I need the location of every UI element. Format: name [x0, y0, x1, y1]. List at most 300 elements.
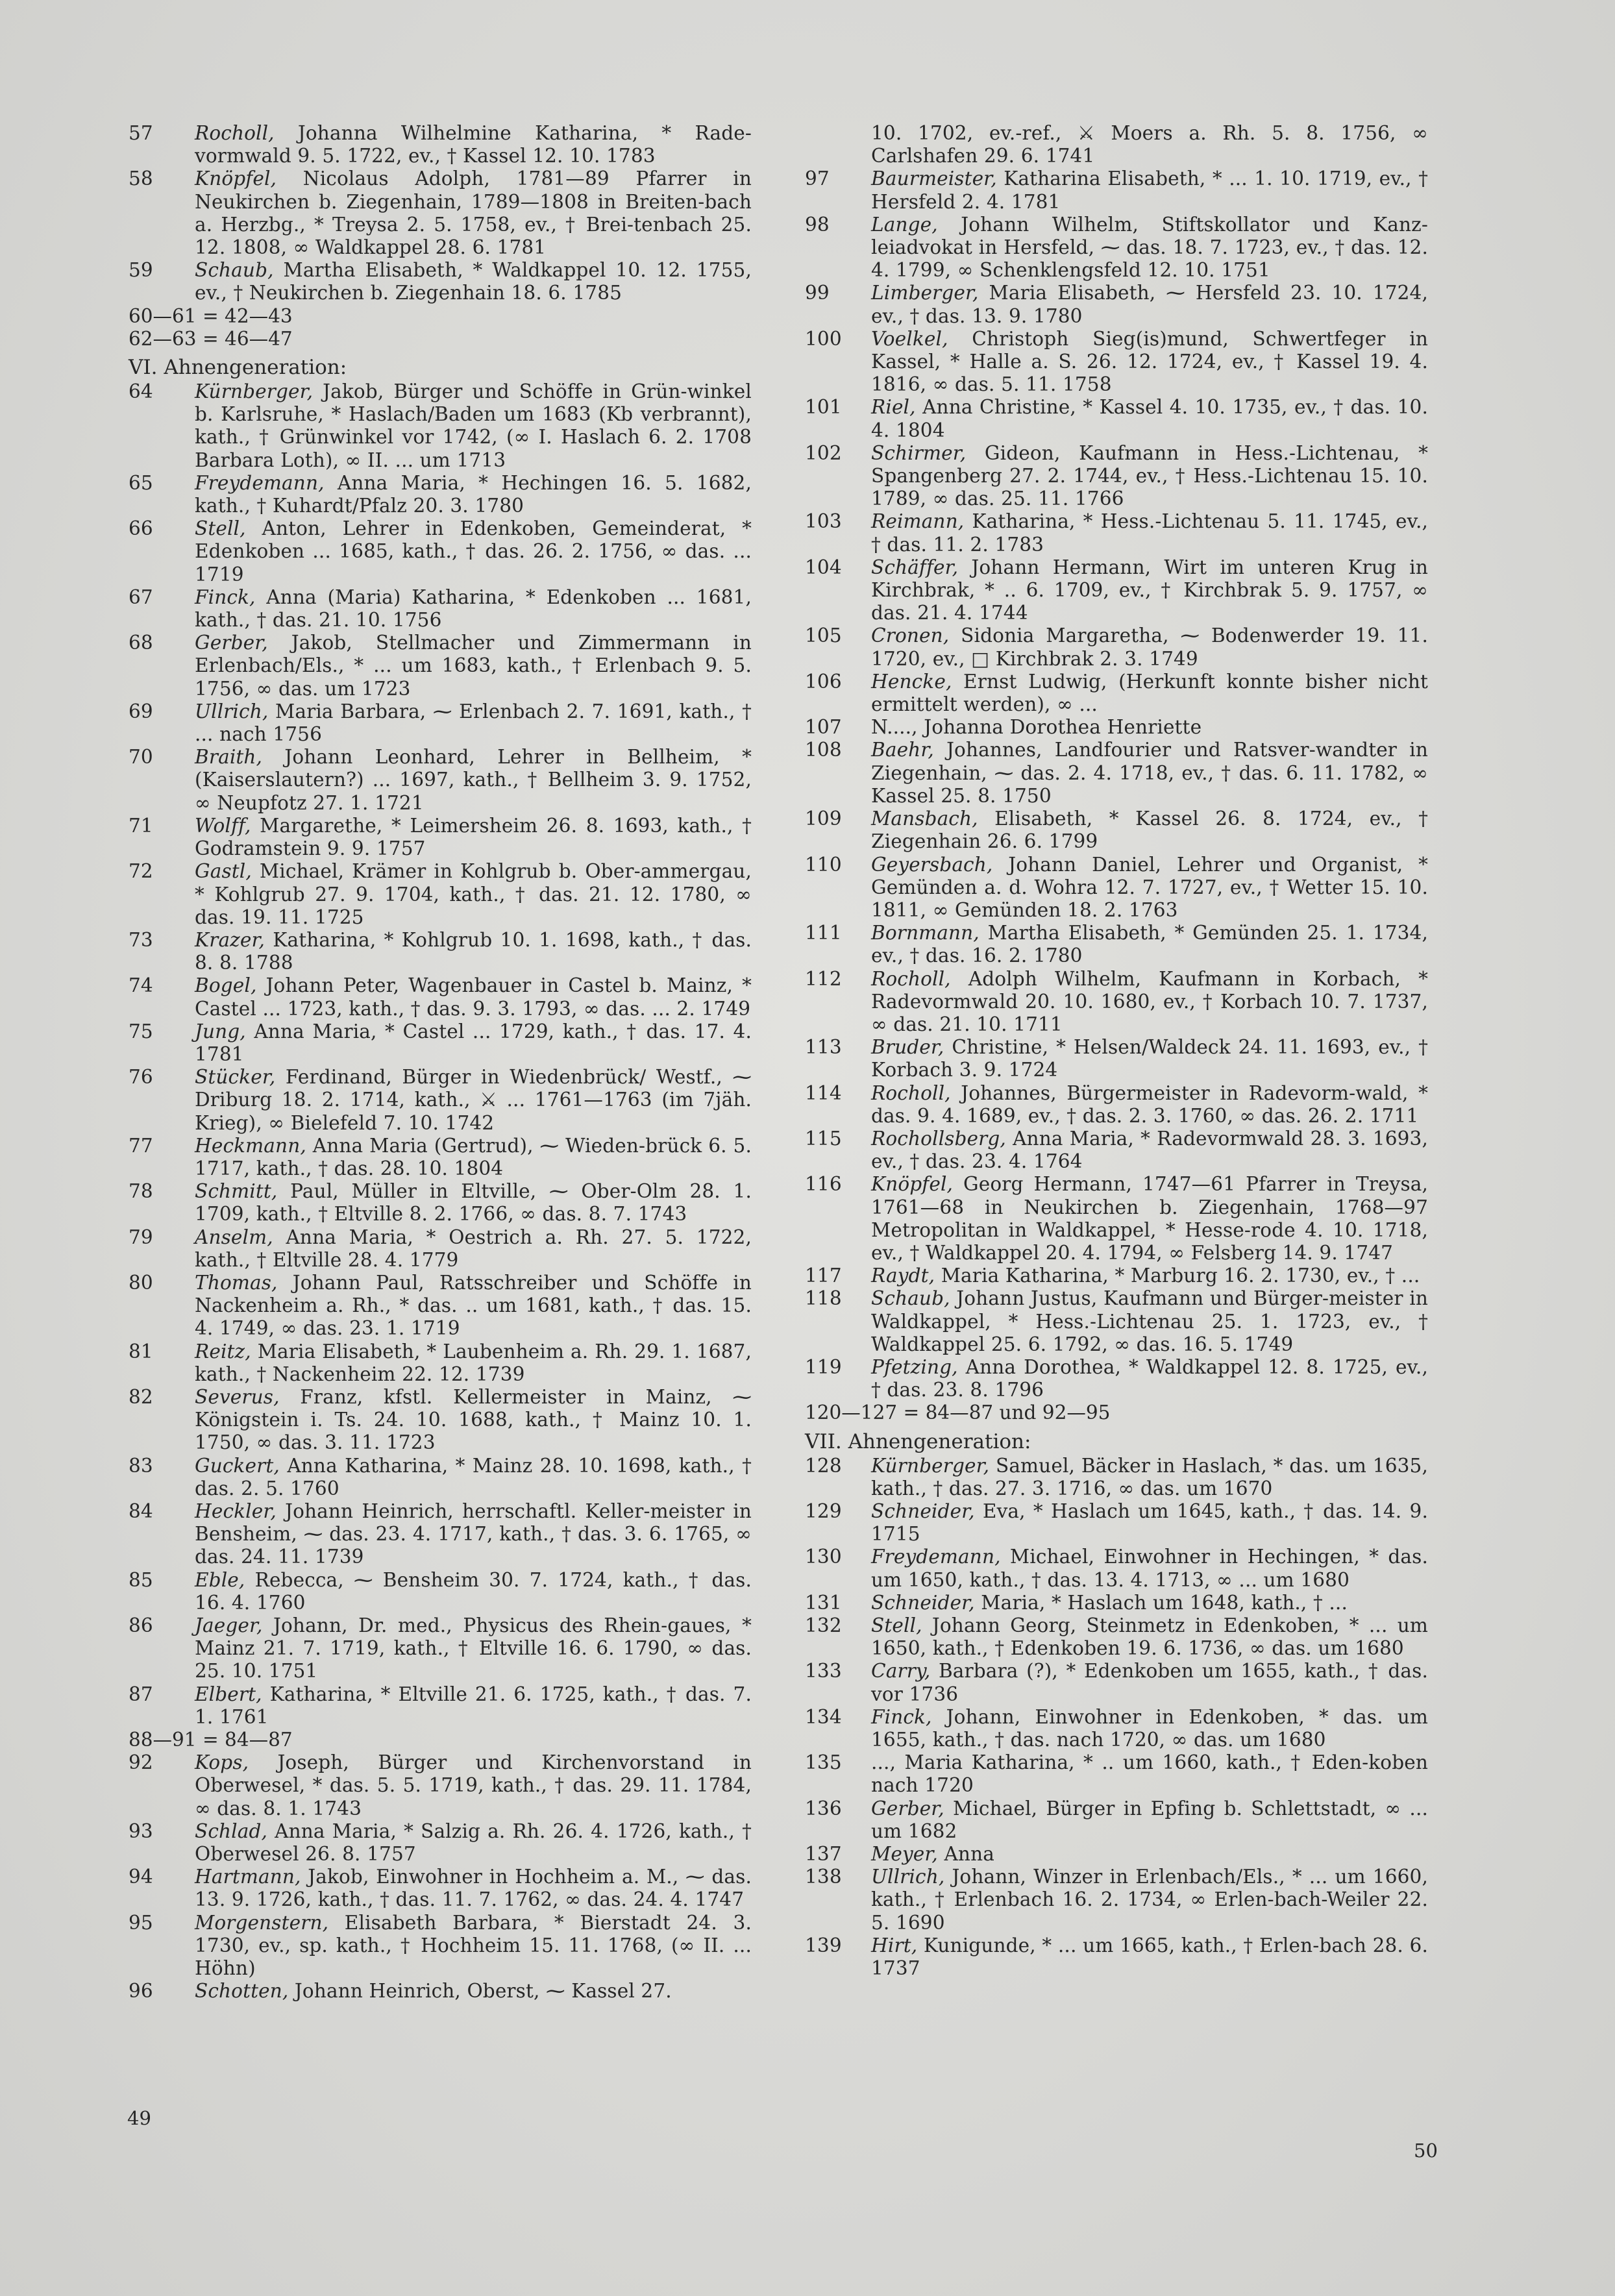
ancestor-text	[871, 1265, 1428, 1287]
cross-reference-line: 60—61 = 42—43	[129, 304, 293, 327]
ancestor-entry	[129, 167, 752, 259]
ancestor-text	[195, 472, 752, 517]
ancestor-surname: Heckmann,	[195, 1134, 306, 1157]
ancestor-entry	[805, 1173, 1428, 1265]
ancestor-surname: Stell,	[195, 517, 246, 540]
ancestor-number: 136	[805, 1797, 842, 1820]
ancestor-text	[871, 1592, 1428, 1614]
ancestor-entry	[805, 556, 1428, 625]
ancestor-details: Katharina, * Kohlgrub 10. 1. 1698, kath., † das. 8. 8. 1788	[195, 928, 752, 974]
ancestor-details: Johann Daniel, Lehrer und Organist, * Gemünden a. d. Wohra 12. 7. 1727, ev., † Wetter 15. 10. 1811, ∞ Gemünden 18. 2. 1763	[871, 853, 1428, 921]
ancestor-text	[871, 1614, 1428, 1660]
ancestor-details: Anna Maria, * Radevormwald 28. 3. 1693, ev., † das. 23. 4. 1764	[871, 1127, 1428, 1173]
ancestor-entry	[805, 1934, 1428, 1980]
ancestor-text	[195, 632, 752, 700]
ancestor-surname: Reitz,	[195, 1340, 251, 1363]
ancestor-text	[871, 167, 1428, 213]
ancestor-surname: Carry,	[871, 1660, 931, 1683]
ancestor-entry	[805, 1614, 1428, 1660]
ancestor-surname: Guckert,	[195, 1454, 280, 1477]
ancestor-entry	[129, 1912, 752, 1981]
ancestor-entry	[805, 854, 1428, 922]
ancestor-number: 82	[129, 1385, 153, 1408]
ancestor-text	[195, 1386, 752, 1455]
ancestor-number: 75	[129, 1020, 153, 1043]
ancestor-entry	[805, 510, 1428, 556]
ancestor-surname: Krazer,	[195, 928, 265, 951]
generation-heading: VII. Ahnengeneration:	[805, 1429, 1031, 1453]
ancestor-entry	[805, 396, 1428, 441]
ancestor-text	[871, 1706, 1428, 1751]
ancestor-text	[195, 929, 752, 974]
ancestor-details: Ferdinand, Bürger in Wiedenbrück/ Westf., ⁓ Driburg 18. 2. 1714, kath., ⚔ ... 1761—1763 (im 7jäh. Krieg), ∞ Bielefeld 7. 10. 1742	[195, 1066, 752, 1134]
ancestor-text	[195, 1569, 752, 1614]
ancestor-text	[195, 1500, 752, 1569]
ancestor-entry	[129, 1180, 752, 1226]
ancestor-entry	[805, 671, 1428, 716]
ancestor-number: 92	[129, 1751, 153, 1774]
ancestor-entry	[129, 1820, 752, 1866]
ancestor-surname: Baehr,	[871, 739, 934, 761]
ancestor-number: 114	[805, 1081, 842, 1104]
ancestor-number: 111	[805, 922, 842, 944]
ancestor-details: Anna Maria, * Hechingen 16. 5. 1682, kath., † Kuhardt/Pfalz 20. 3. 1780	[195, 471, 752, 517]
ancestor-text	[871, 922, 1428, 967]
ancestor-entry	[805, 1455, 1428, 1500]
ancestor-surname: Bruder,	[871, 1036, 944, 1059]
ancestor-surname: Schirmer,	[871, 441, 967, 464]
ancestor-surname: Knöpfel,	[871, 1173, 954, 1196]
ancestor-entry	[129, 1751, 752, 1820]
ancestor-entry	[805, 282, 1428, 327]
ancestor-number: 99	[805, 282, 830, 304]
ancestor-details: Anna Katharina, * Mainz 28. 10. 1698, kath., † das. 2. 5. 1760	[195, 1454, 752, 1500]
ancestor-details: Anton, Lehrer in Edenkoben, Gemeinderat, * Edenkoben ... 1685, kath., † das. 26. 2. 1756, ∞ das. ... 1719	[195, 517, 752, 586]
ancestor-details: Rebecca, ⁓ Bensheim 30. 7. 1724, kath., † das. 16. 4. 1760	[195, 1568, 752, 1614]
ancestor-text	[871, 1797, 1428, 1843]
ancestor-details: Maria Elisabeth, ⁓ Hersfeld 23. 10. 1724, ev., † das. 13. 9. 1780	[871, 282, 1428, 327]
ancestor-surname: Anselm,	[195, 1226, 273, 1248]
ancestor-entry	[129, 1455, 752, 1500]
ancestor-entry	[129, 700, 752, 746]
ancestor-details: Johann Wilhelm, Stiftskollator und Kanz-leiadvokat in Hersfeld, ⁓ das. 18. 7. 1723, ev., † das. 12. 4. 1799, ∞ Schenklengsfeld 12. 10. 1751	[871, 213, 1428, 282]
ancestor-surname: Schneider,	[871, 1500, 975, 1522]
ancestor-entry	[805, 1356, 1428, 1401]
ancestor-number: 84	[129, 1500, 153, 1522]
ancestor-number: 73	[129, 928, 153, 951]
ancestor-text	[195, 860, 752, 929]
ancestor-entry	[805, 1751, 1428, 1797]
ancestor-number: 130	[805, 1546, 842, 1568]
ancestor-number: 83	[129, 1454, 153, 1477]
ancestor-entry	[129, 929, 752, 974]
ancestor-surname: Jung,	[195, 1020, 246, 1043]
ancestor-entry	[805, 968, 1428, 1037]
ancestor-surname: Bornmann,	[871, 922, 980, 944]
ancestor-surname: Wolff,	[195, 814, 251, 837]
ancestor-entry	[805, 1265, 1428, 1287]
ancestor-text	[871, 716, 1428, 739]
ancestor-entry	[805, 1082, 1428, 1128]
ancestor-surname: Freydemann,	[195, 471, 325, 494]
ancestor-surname: Knöpfel,	[195, 167, 277, 190]
ancestor-entry	[129, 1614, 752, 1683]
ancestor-surname: Rocholl,	[871, 967, 951, 990]
ancestor-surname: Cronen,	[871, 624, 950, 647]
ancestor-details: Margarethe, * Leimersheim 26. 8. 1693, kath., † Godramstein 9. 9. 1757	[195, 814, 752, 860]
ancestor-text	[871, 1287, 1428, 1356]
ancestor-entry	[805, 167, 1428, 213]
ancestor-details: Maria, * Haslach um 1648, kath., † ...	[974, 1591, 1348, 1614]
ancestor-surname: Stücker,	[195, 1066, 276, 1089]
ancestor-number: 112	[805, 967, 842, 990]
ancestor-details: Johann Paul, Ratsschreiber und Schöffe in Nackenheim a. Rh., * das. .. um 1681, kath., † das. 15. 4. 1749, ∞ das. 23. 1. 1719	[195, 1271, 752, 1340]
ancestor-number: 129	[805, 1500, 842, 1522]
ancestor-number: 119	[805, 1355, 842, 1378]
ancestor-entry	[805, 122, 1428, 167]
ancestor-text	[871, 968, 1428, 1037]
ancestor-text	[195, 1272, 752, 1340]
ancestor-number: 68	[129, 632, 153, 654]
ancestor-text	[871, 328, 1428, 397]
ancestor-text	[195, 746, 752, 815]
ancestor-surname: Schneider,	[871, 1591, 975, 1614]
ancestor-text	[871, 1036, 1428, 1081]
ancestor-entry	[129, 632, 752, 700]
ancestor-details: Anna Maria, * Castel ... 1729, kath., † das. 17. 4. 1781	[195, 1020, 752, 1065]
ancestor-entry	[805, 1797, 1428, 1843]
ancestor-details: Anna Dorothea, * Waldkappel 12. 8. 1725, ev., † das. 23. 8. 1796	[871, 1355, 1428, 1401]
ancestor-details: Johann Justus, Kaufmann und Bürger-meister in Waldkappel, * Hess.-Lichtenau 25. 1. 1723, ev., † Waldkappel 25. 6. 1792, ∞ das. 16. 5. 1749	[871, 1287, 1428, 1355]
ancestor-number: 108	[805, 739, 842, 761]
ancestor-number: 103	[805, 510, 842, 533]
ancestor-entry	[805, 808, 1428, 853]
ancestor-entry	[805, 1546, 1428, 1591]
ancestor-details: Franz, kfstl. Kellermeister in Mainz, ⁓ Königstein i. Ts. 24. 10. 1688, kath., † Mainz 10. 1. 1750, ∞ das. 3. 11. 1723	[195, 1385, 752, 1454]
ancestor-text	[195, 259, 752, 304]
ancestor-entry	[129, 517, 752, 586]
ancestor-details: Johann Leonhard, Lehrer in Bellheim, * (Kaiserslautern?) ... 1697, kath., † Bellheim 3. 9. 1752, ∞ Neupfotz 27. 1. 1721	[195, 746, 752, 814]
ancestor-number: 70	[129, 746, 153, 769]
ancestor-surname: Stell,	[871, 1614, 922, 1636]
ancestor-entry	[129, 586, 752, 632]
ancestor-text	[195, 1020, 752, 1066]
ancestor-text	[871, 1500, 1428, 1546]
ancestor-text	[871, 739, 1428, 808]
ancestor-number: 101	[805, 396, 842, 419]
ancestor-details: Barbara (?), * Edenkoben um 1655, kath., † das. vor 1736	[871, 1660, 1428, 1705]
ancestor-surname: Finck,	[195, 586, 256, 608]
ancestor-number: 106	[805, 670, 842, 693]
ancestor-entry	[129, 974, 752, 1020]
ancestor-text	[871, 1866, 1428, 1934]
ancestor-surname: Raydt,	[871, 1265, 935, 1287]
ancestor-surname: Pfetzing,	[871, 1355, 958, 1378]
ancestor-number: 135	[805, 1751, 842, 1774]
ancestor-number: 138	[805, 1866, 842, 1888]
ancestor-text	[871, 1455, 1428, 1500]
ancestor-text	[871, 510, 1428, 556]
ancestor-entry	[805, 624, 1428, 670]
ancestor-entry	[129, 1226, 752, 1272]
ancestor-text	[871, 556, 1428, 625]
ancestor-details: Jakob, Stellmacher und Zimmermann in Erlenbach/Els., * ... um 1683, kath., † Erlenbach 9. 5. 1756, ∞ das. um 1723	[195, 632, 752, 700]
ancestor-surname: Hartmann,	[195, 1866, 301, 1888]
ancestor-entry	[805, 922, 1428, 967]
ancestor-surname: Jaeger,	[195, 1614, 263, 1636]
ancestor-entry	[129, 1683, 752, 1729]
cross-reference-line: 88—91 = 84—87	[129, 1729, 293, 1751]
ancestor-number: 132	[805, 1614, 842, 1636]
ancestor-entry	[805, 1500, 1428, 1546]
ancestor-entry	[129, 1569, 752, 1614]
ancestor-details: Anna (Maria) Katharina, * Edenkoben ... 1681, kath., † das. 21. 10. 1756	[195, 586, 752, 632]
ancestor-entry	[129, 860, 752, 929]
ancestor-number: 72	[129, 860, 153, 883]
ancestor-number: 98	[805, 213, 830, 236]
ancestor-number: 95	[129, 1911, 153, 1934]
ancestor-surname: Finck,	[871, 1705, 932, 1728]
ancestor-surname: Schaub,	[871, 1287, 950, 1310]
ancestor-number: 115	[805, 1127, 842, 1150]
ancestor-entry	[129, 472, 752, 517]
ancestor-surname: Mansbach,	[871, 808, 978, 830]
left-column	[129, 122, 752, 2003]
ancestor-surname: Kürnberger,	[871, 1454, 990, 1477]
ancestor-details: Georg Hermann, 1747—61 Pfarrer in Treysa, 1761—68 in Neukirchen b. Ziegenhain, 1768—97 Metropolitan in Waldkappel, * Hesse-rode 4. 10. 1718, ev., † Waldkappel 20. 4. 1794, ∞ Felsberg 14. 9. 1747	[871, 1173, 1428, 1264]
ancestor-text	[195, 1455, 752, 1500]
ancestor-surname: Elbert,	[195, 1683, 262, 1705]
ancestor-number: 97	[805, 167, 830, 190]
ancestor-details: Maria Barbara, ⁓ Erlenbach 2. 7. 1691, kath., † ... nach 1756	[195, 700, 752, 746]
ancestor-surname: Hirt,	[871, 1934, 918, 1957]
ancestor-entry	[129, 815, 752, 860]
ancestor-entry	[129, 1340, 752, 1386]
ancestor-entry	[805, 442, 1428, 511]
ancestor-details: Michael, Bürger in Epfing b. Schlettstadt, ∞ ... um 1682	[871, 1797, 1428, 1842]
ancestor-surname: Rocholl,	[871, 1081, 951, 1104]
ancestor-surname: Freydemann,	[871, 1546, 1001, 1568]
ancestor-text	[871, 1356, 1428, 1401]
ancestor-details: Adolph Wilhelm, Kaufmann in Korbach, * Radevormwald 20. 10. 1680, ev., † Korbach 10. 7. 1737, ∞ das. 21. 10. 1711	[871, 967, 1428, 1035]
ancestor-details: Michael, Krämer in Kohlgrub b. Ober-ammergau, * Kohlgrub 27. 9. 1704, kath., † das. 21. 12. 1780, ∞ das. 19. 11. 1725	[195, 860, 752, 928]
ancestor-surname: Voelkel,	[871, 327, 948, 350]
ancestor-number: 59	[129, 259, 153, 282]
ancestor-entry	[805, 1866, 1428, 1934]
ancestor-surname: Hencke,	[871, 670, 952, 693]
ancestor-entry	[129, 1066, 752, 1135]
ancestor-details: Kunigunde, * ... um 1665, kath., † Erlen-bach 28. 6. 1737	[871, 1934, 1428, 1980]
ancestor-details: Ernst Ludwig, (Herkunft konnte bisher nicht ermittelt werden), ∞ ...	[871, 670, 1428, 716]
ancestor-surname: Schaub,	[195, 259, 274, 282]
ancestor-text	[195, 974, 752, 1020]
ancestor-details: Johanna Wilhelmine Katharina, * Rade-vormwald 9. 5. 1722, ev., † Kassel 12. 10. 1783	[195, 122, 752, 167]
ancestor-number: 77	[129, 1134, 153, 1157]
ancestor-entry	[805, 1128, 1428, 1173]
ancestor-details: Anna Maria, * Oestrich a. Rh. 27. 5. 1722, kath., † Eltville 28. 4. 1779	[195, 1226, 752, 1271]
ancestor-text	[195, 1340, 752, 1386]
ancestor-details: Anna Maria, * Salzig a. Rh. 26. 4. 1726, kath., † Oberwesel 26. 8. 1757	[195, 1820, 752, 1866]
ancestor-details: Johannes, Bürgermeister in Radevorm-wald, * das. 9. 4. 1689, ev., † das. 2. 3. 1760, ∞ das. 26. 2. 1711	[871, 1081, 1428, 1127]
ancestor-details: Anna	[937, 1843, 994, 1866]
ancestor-text	[195, 1614, 752, 1683]
ancestor-text	[195, 1912, 752, 1981]
ancestor-number: 85	[129, 1568, 153, 1591]
ancestor-number: 66	[129, 517, 153, 540]
ancestor-surname: Severus,	[195, 1385, 280, 1408]
ancestor-surname: Limberger,	[871, 282, 979, 304]
cross-reference-line: 120—127 = 84—87 und 92—95	[805, 1401, 1111, 1424]
ancestor-number: 86	[129, 1614, 153, 1636]
ancestor-details: Joseph, Bürger und Kirchenvorstand in Oberwesel, * das. 5. 5. 1719, kath., † das. 29. 11. 1784, ∞ das. 8. 1. 1743	[195, 1751, 752, 1820]
ancestor-number: 69	[129, 700, 153, 722]
ancestor-details: Gideon, Kaufmann in Hess.-Lichtenau, * Spangenberg 27. 2. 1744, ev., † Hess.-Lichtenau 15. 10. 1789, ∞ das. 25. 11. 1766	[871, 441, 1428, 510]
ancestor-text	[871, 624, 1428, 670]
ancestor-entry	[805, 1660, 1428, 1705]
ancestor-number: 58	[129, 167, 153, 190]
cross-reference-line: 62—63 = 46—47	[129, 327, 293, 350]
ancestor-details: Johann, Dr. med., Physicus des Rhein-gaues, * Mainz 21. 7. 1719, kath., † Eltville 16. 6. 1790, ∞ das. 25. 10. 1751	[195, 1614, 752, 1683]
ancestor-number: 93	[129, 1820, 153, 1842]
ancestor-text	[195, 700, 752, 746]
ancestor-surname: Lange,	[871, 213, 938, 236]
ancestor-number	[805, 122, 871, 167]
ancestor-details: Katharina, * Eltville 21. 6. 1725, kath., † das. 7. 1. 1761	[195, 1683, 752, 1728]
ancestor-entry	[129, 1135, 752, 1180]
ancestor-text	[871, 854, 1428, 922]
ancestor-surname: Braith,	[195, 746, 263, 769]
ancestor-number: 113	[805, 1036, 842, 1059]
ancestor-details: Johann, Winzer in Erlenbach/Els., * ... um 1660, kath., † Erlenbach 16. 2. 1734, ∞ Erlen-bach-Weiler 22. 5. 1690	[871, 1866, 1428, 1934]
ancestor-details: Christine, * Helsen/Waldeck 24. 11. 1693, ev., † Korbach 3. 9. 1724	[871, 1036, 1428, 1081]
ancestor-entry	[129, 380, 752, 472]
ancestor-text	[195, 167, 752, 259]
ancestor-text	[195, 586, 752, 632]
ancestor-entry	[129, 1500, 752, 1569]
ancestor-details: Johann Georg, Steinmetz in Edenkoben, * ... um 1650, kath., † Edenkoben 19. 6. 1736, ∞ das. um 1680	[871, 1614, 1428, 1660]
ancestor-entry	[129, 1386, 752, 1455]
ancestor-text	[195, 1226, 752, 1272]
ancestor-surname: Ullrich,	[871, 1866, 945, 1888]
right-column	[805, 122, 1428, 1980]
ancestor-number: 87	[129, 1683, 153, 1705]
page-number-left: 49	[127, 2107, 151, 2129]
ancestor-number: 134	[805, 1705, 842, 1728]
ancestor-text	[871, 808, 1428, 853]
ancestor-details: Christoph Sieg(is)mund, Schwertfeger in Kassel, * Halle a. S. 26. 12. 1724, ev., † Kassel 19. 4. 1816, ∞ das. 5. 11. 1758	[871, 327, 1428, 396]
ancestor-text	[195, 1980, 752, 2003]
ancestor-number: 128	[805, 1454, 842, 1477]
ancestor-entry	[129, 746, 752, 815]
ancestor-number: 96	[129, 1980, 153, 2003]
ancestor-surname: Schlad,	[195, 1820, 268, 1842]
ancestor-surname: Riel,	[871, 396, 916, 419]
ancestor-number: 71	[129, 814, 153, 837]
ancestor-text	[195, 1866, 752, 1911]
ancestor-number: 105	[805, 624, 842, 647]
ancestor-details: Johann, Einwohner in Edenkoben, * das. um 1655, kath., † das. nach 1720, ∞ das. um 1680	[871, 1705, 1428, 1751]
ancestor-text	[195, 380, 752, 472]
ancestor-details: Jakob, Bürger und Schöffe in Grün-winkel b. Karlsruhe, * Haslach/Baden um 1683 (Kb verbrannt), kath., † Grünwinkel vor 1742, (∞ I. Haslach 6. 2. 1708 Barbara Loth), ∞ II. ... um 1713	[195, 380, 752, 471]
ancestor-surname: Kürnberger,	[195, 380, 314, 403]
ancestor-surname: Rochollsberg,	[871, 1127, 1006, 1150]
ancestor-surname: Reimann,	[871, 510, 965, 533]
ancestor-entry	[129, 122, 752, 167]
ancestor-surname: Eble,	[195, 1568, 245, 1591]
ancestor-surname: Rocholl,	[195, 122, 275, 144]
ancestor-text	[871, 442, 1428, 511]
ancestor-entry	[129, 1272, 752, 1340]
ancestor-number: 76	[129, 1066, 153, 1089]
ancestor-surname: Thomas,	[195, 1271, 278, 1294]
ancestor-details: Johann Heinrich, herrschaftl. Keller-meister in Bensheim, ⁓ das. 23. 4. 1717, kath., † das. 3. 6. 1765, ∞ das. 24. 11. 1739	[195, 1500, 752, 1568]
ancestor-surname: Schotten,	[195, 1980, 289, 2003]
ancestor-details: Nicolaus Adolph, 1781—89 Pfarrer in Neukirchen b. Ziegenhain, 1789—1808 in Breiten-bach a. Herzbg., * Treysa 2. 5. 1758, ev., † Brei-tenbach 25. 12. 1808, ∞ Waldkappel 28. 6. 1781	[195, 167, 752, 259]
ancestor-details: Martha Elisabeth, * Waldkappel 10. 12. 1755, ev., † Neukirchen b. Ziegenhain 18. 6. 1785	[195, 259, 752, 304]
ancestor-surname: Kops,	[195, 1751, 249, 1774]
ancestor-text	[195, 1135, 752, 1180]
ancestor-text	[871, 1128, 1428, 1173]
ancestor-surname: Gerber,	[871, 1797, 944, 1820]
ancestor-number: 109	[805, 808, 842, 830]
ancestor-text	[195, 815, 752, 860]
ancestor-surname: Morgenstern,	[195, 1911, 329, 1934]
ancestor-text	[195, 1820, 752, 1866]
ancestor-details: Anna Christine, * Kassel 4. 10. 1735, ev., † das. 10. 4. 1804	[871, 396, 1428, 441]
ancestor-details: Elisabeth Barbara, * Bierstadt 24. 3. 1730, ev., sp. kath., † Hochheim 15. 11. 1768, (∞ II. ... Höhn)	[195, 1911, 752, 1980]
ancestor-number: 117	[805, 1265, 842, 1287]
ancestor-surname: Schmitt,	[195, 1180, 278, 1203]
ancestor-number: 116	[805, 1173, 842, 1196]
ancestor-text	[871, 1751, 1428, 1797]
ancestor-details: Jakob, Einwohner in Hochheim a. M., ⁓ das. 13. 9. 1726, kath., † das. 11. 7. 1762, ∞ das. 24. 4. 1747	[195, 1866, 752, 1911]
ancestor-number: 81	[129, 1340, 153, 1363]
ancestor-entry	[805, 1592, 1428, 1614]
ancestor-number: 131	[805, 1591, 842, 1614]
ancestor-text	[195, 1066, 752, 1135]
ancestor-surname: Meyer,	[871, 1843, 938, 1866]
ancestor-number: 57	[129, 122, 153, 144]
ancestor-number: 64	[129, 380, 153, 403]
ancestor-entry	[805, 214, 1428, 282]
ancestor-number: 104	[805, 556, 842, 578]
ancestor-details: N...., Johanna Dorothea Henriette	[871, 716, 1202, 739]
ancestor-number: 100	[805, 327, 842, 350]
ancestor-number: 133	[805, 1660, 842, 1683]
ancestor-number: 74	[129, 974, 153, 997]
ancestor-entry	[805, 1706, 1428, 1751]
ancestor-text	[195, 1683, 752, 1729]
ancestor-entry	[129, 1020, 752, 1066]
ancestor-text	[195, 1751, 752, 1820]
ancestor-surname: Heckler,	[195, 1500, 277, 1522]
ancestor-details: Eva, * Haslach um 1645, kath., † das. 14. 9. 1715	[871, 1500, 1428, 1546]
ancestor-details: Maria Katharina, * Marburg 16. 2. 1730, ev., † ...	[935, 1265, 1420, 1287]
ancestor-details: Maria Elisabeth, * Laubenheim a. Rh. 29. 1. 1687, kath., † Nackenheim 22. 12. 1739	[195, 1340, 752, 1385]
ancestor-details: Martha Elisabeth, * Gemünden 25. 1. 1734, ev., † das. 16. 2. 1780	[871, 922, 1428, 967]
ancestor-entry	[805, 1843, 1428, 1866]
ancestor-text	[871, 1934, 1428, 1980]
ancestor-entry	[805, 739, 1428, 808]
ancestor-number: 65	[129, 471, 153, 494]
ancestor-entry	[805, 716, 1428, 739]
ancestor-details: Michael, Einwohner in Hechingen, * das. um 1650, kath., † das. 13. 4. 1713, ∞ ... um 1680	[871, 1546, 1428, 1591]
ancestor-number: 94	[129, 1866, 153, 1888]
ancestor-details: Katharina, * Hess.-Lichtenau 5. 11. 1745, ev., † das. 11. 2. 1783	[871, 510, 1428, 556]
ancestor-number: 137	[805, 1843, 842, 1866]
ancestor-entry	[805, 1287, 1428, 1356]
ancestor-entry	[129, 259, 752, 304]
